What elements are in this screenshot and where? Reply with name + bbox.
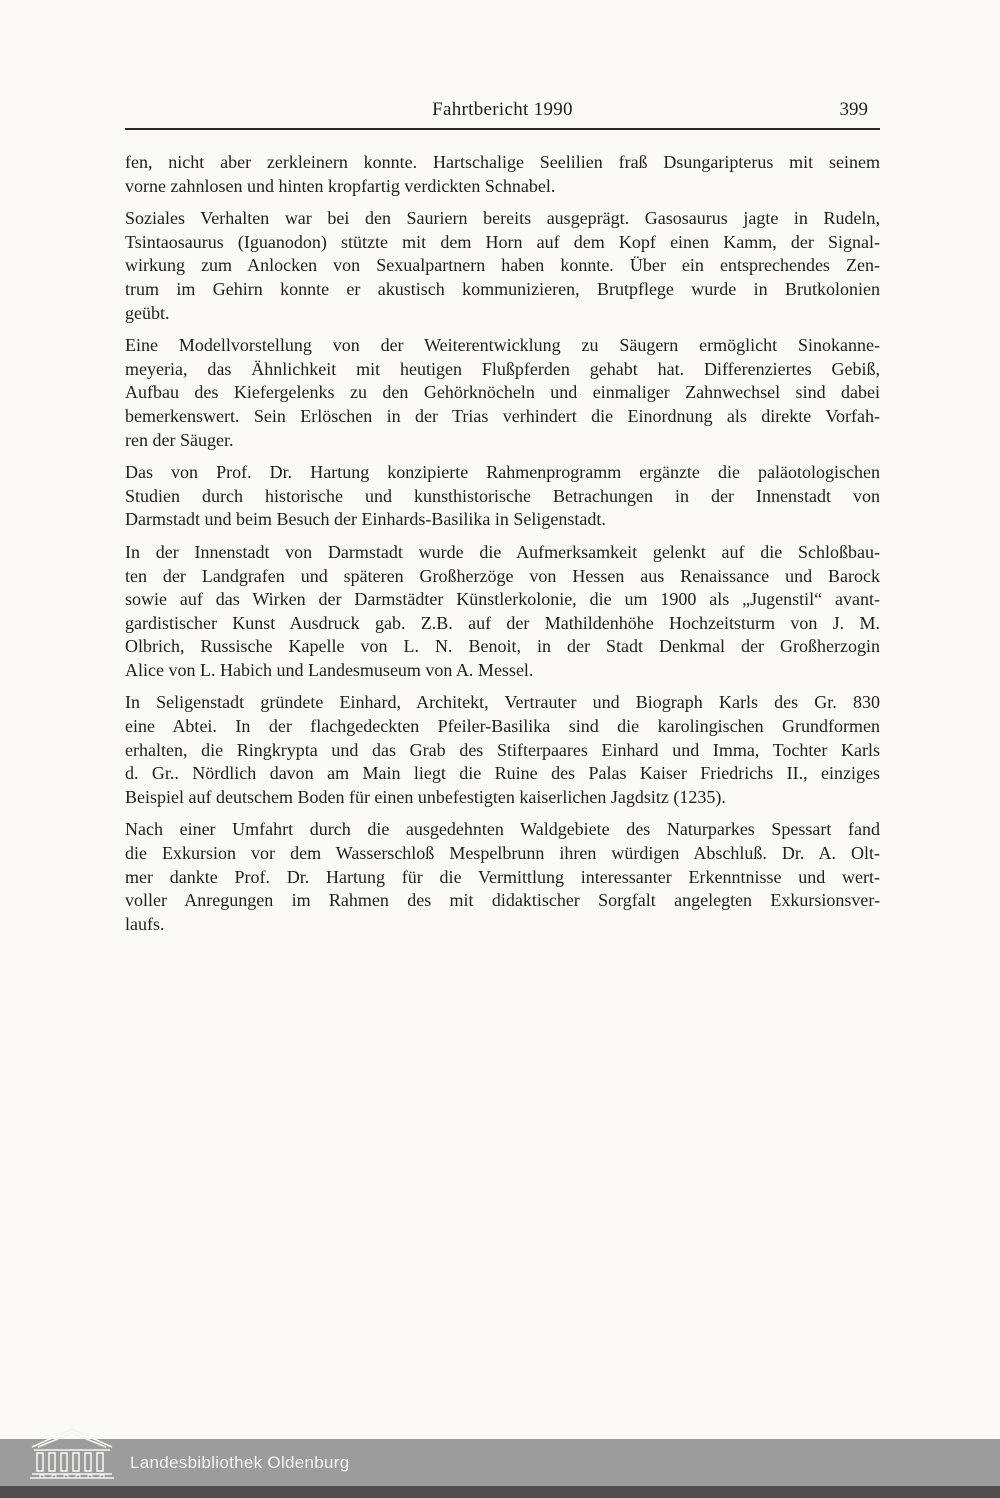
paragraph bbox=[125, 151, 880, 198]
header-rule bbox=[125, 128, 880, 130]
footer-edge bbox=[0, 1486, 1000, 1498]
text-line: trum im Gehirn konnte er akustisch kommunizieren, Brutpflege wurde in Brutkolonien bbox=[125, 278, 880, 299]
text-line: Eine Modellvorstellung von der Weiterentwicklung zu Säugern ermöglicht Sinokanne- bbox=[125, 335, 880, 356]
text-line: die Exkursion vor dem Wasserschloß Mespelbrunn ihren würdigen Abschluß. Dr. A. Olt- bbox=[125, 843, 880, 864]
paragraph bbox=[125, 691, 880, 809]
text-line: In Seligenstadt gründete Einhard, Architekt, Vertrauter und Biograph Karls des Gr. 830 bbox=[125, 692, 880, 713]
paragraph bbox=[125, 334, 880, 452]
text-line: mer dankte Prof. Dr. Hartung für die Vermittlung interessanter Erkenntnisse und wert- bbox=[125, 866, 880, 887]
paragraph bbox=[125, 818, 880, 936]
paragraph bbox=[125, 461, 880, 532]
text-line: eine Abtei. In der flachgedeckten Pfeiler-Basilika sind die karolingischen Grundformen bbox=[125, 716, 880, 737]
text-line: In der Innenstadt von Darmstadt wurde die Aufmerksamkeit gelenkt auf die Schloßbau- bbox=[125, 541, 880, 562]
library-building-icon bbox=[28, 1426, 116, 1484]
text-line: voller Anregungen im Rahmen des mit didaktischer Sorgfalt angelegten Exkursionsver- bbox=[125, 890, 880, 911]
text-line: Nach einer Umfahrt durch die ausgedehnten Waldgebiete des Naturparkes Spessart fand bbox=[125, 819, 880, 840]
page-body bbox=[125, 151, 880, 945]
text-line: vorne zahnlosen und hinten kropfartig verdickten Schnabel. bbox=[125, 175, 556, 196]
text-line: Soziales Verhalten war bei den Sauriern bereits ausgeprägt. Gasosaurus jagte in Rudeln, bbox=[125, 208, 880, 229]
text-line: geübt. bbox=[125, 302, 170, 323]
text-line: fen, nicht aber zerkleinern konnte. Hartschalige Seelilien fraß Dsungaripterus mit seinem bbox=[125, 152, 880, 172]
library-name: Landesbibliothek Oldenburg bbox=[130, 1452, 350, 1472]
paragraph bbox=[125, 207, 880, 325]
text-line: gardistischer Kunst Ausdruck gab. Z.B. auf der Mathildenhöhe Hochzeitsturm von J. M. bbox=[125, 612, 880, 633]
paragraph bbox=[125, 541, 880, 683]
text-line: Tsintaosaurus (Iguanodon) stützte mit dem Horn auf dem Kopf einen Kamm, der Signal- bbox=[125, 231, 880, 252]
page-footer bbox=[0, 1439, 1000, 1498]
text-line: Darmstadt und beim Besuch der Einhards-Basilika in Seligenstadt. bbox=[125, 509, 606, 530]
page-number: 399 bbox=[839, 99, 868, 120]
text-line: Olbrich, Russische Kapelle von L. N. Benoit, in der Stadt Denkmal der Großherzogin bbox=[125, 636, 880, 657]
text-line: d. Gr.. Nördlich davon am Main liegt die Ruine des Palas Kaiser Friedrichs II., einziges bbox=[125, 763, 880, 784]
text-line: laufs. bbox=[125, 913, 165, 934]
text-line: sowie auf das Wirken der Darmstädter Künstlerkolonie, die um 1900 als „Jugenstil“ avant- bbox=[125, 589, 880, 610]
text-line: Das von Prof. Dr. Hartung konzipierte Rahmenprogramm ergänzte die paläotologischen bbox=[125, 462, 880, 483]
text-line: Studien durch historische und kunsthistorische Betrachungen in der Innenstadt von bbox=[125, 485, 880, 506]
text-line: Aufbau des Kiefergelenks zu den Gehörknöcheln und einmaliger Zahnwechsel sind dabei bbox=[125, 382, 880, 403]
footer-band bbox=[0, 1439, 1000, 1486]
text-line: Beispiel auf deutschem Boden für einen unbefestigten kaiserlichen Jagdsitz (1235). bbox=[125, 786, 726, 807]
page-header bbox=[125, 99, 880, 133]
text-line: ten der Landgrafen und späteren Großherzöge von Hessen aus Renaissance und Barock bbox=[125, 565, 880, 586]
text-line: wirkung zum Anlocken von Sexualpartnern haben konnte. Über ein entsprechendes Zen- bbox=[125, 255, 880, 276]
text-line: ren der Säuger. bbox=[125, 429, 234, 450]
text-line: erhalten, die Ringkrypta und das Grab des Stifterpaares Einhard und Imma, Tochter Karls bbox=[125, 739, 880, 760]
text-line: meyeria, das Ähnlichkeit mit heutigen Flußpferden gehabt hat. Differenziertes Gebiß, bbox=[125, 358, 880, 379]
text-line: Alice von L. Habich und Landesmuseum von A. Messel. bbox=[125, 659, 534, 680]
text-line: bemerkenswert. Sein Erlöschen in der Trias verhindert die Einordnung als direkte Vorfah- bbox=[125, 405, 880, 426]
page-title: Fahrtbericht 1990 bbox=[432, 99, 573, 120]
